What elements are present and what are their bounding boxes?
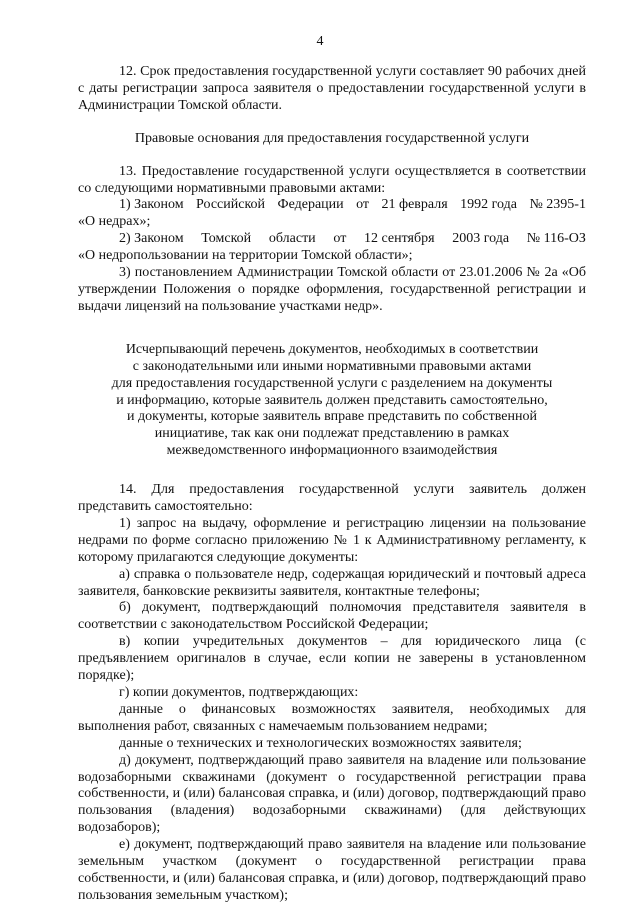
act-2-line [78,231,586,248]
paragraph-14: 14. Для предоставления государственной услуги заявитель должен представить самостоятельно: [78,482,586,515]
act-2-word: 2) Законом [119,231,184,247]
item-g: г) копии документов, подтверждающих: [119,685,359,700]
item-g-technical: данные о технических и технологических возможностях заявителя; [119,735,522,751]
documents-heading-line: межведомственного информационного взаимодействия [166,443,498,459]
documents-heading-line: инициативе, так как они подлежат представлению в рамках [154,426,510,442]
act-1-word: 1) Законом [119,197,184,213]
documents-heading-line: для предоставления государственной услуги с разделением на документы [111,375,553,391]
act-1-word: от [356,197,370,213]
act-1-continuation: «О недрах»; [78,214,151,230]
documents-heading [78,342,586,460]
act-1-line [78,197,586,214]
act-1-word: № 2395-1 [529,197,586,213]
act-2-word: от [333,231,347,247]
page-number: 4 [316,34,324,49]
act-2-word: Томской [201,231,252,247]
act-3: 3) постановлением Администрации Томской области от 23.01.2006 № 2а «Об утверждении Положения о порядке оформления, государственной регистрации и выдачи лицензий на пользование участками недр». [78,265,586,314]
item-b: б) документ, подтверждающий полномочия представителя заявителя в соответствии с законодательством Российской Федерации; [78,600,586,633]
legal-basis-heading: Правовые основания для предоставления государственной услуги [134,130,530,146]
documents-heading-line: Исчерпывающий перечень документов, необходимых в соответствии [125,341,539,357]
act-1-word: 1992 года [460,197,517,213]
documents-heading-line: с законодательными или иными нормативными правовыми актами [132,358,532,374]
documents-heading-line: и документы, которые заявитель вправе представить по собственной [127,409,537,425]
item-a: а) справка о пользователе недр, содержащая юридический и почтовый адреса заявителя, банковские реквизиты заявителя, контактные телефоны; [78,566,586,599]
act-2-word: 12 сентября [364,231,435,247]
item-g-financial: данные о финансовых возможностях заявителя, необходимых для выполнения работ, связанных с намечаемым пользованием недрами; [78,701,586,734]
act-1-word: Российской [196,197,266,213]
item-1: 1) запрос на выдачу, оформление и регистрацию лицензии на пользование недрами по форме согласно приложению № 1 к Административному регламенту, к которому прилагаются следующие документы: [78,515,586,565]
paragraph-12: 12. Срок предоставления государственной услуги составляет 90 рабочих дней с даты регистрации запроса заявителя о предоставлении государственной услуги в Администрации Томской области. [78,64,586,113]
act-2-word: № 116-ОЗ [526,231,586,247]
act-2-continuation: «О недропользовании на территории Томской области»; [78,248,413,264]
act-1-word: 21 февраля [381,197,448,213]
paragraph-13: 13. Предоставление государственной услуги осуществляется в соответствии со следующими нормативными правовыми актами: [78,163,586,196]
documents-heading-line: и информацию, которые заявитель должен представить самостоятельно, [116,392,548,408]
act-2-word: области [268,231,316,247]
item-v: в) копии учредительных документов – для юридического лица (с предъявлением оригиналов в случае, если копии не заверены в установленном порядке); [78,634,586,684]
item-e: е) документ, подтверждающий право заявителя на владение или пользование земельным участком (документ о государственной регистрации права собственности, и (или) балансовая справка, и (или) договор, подтверждающий право пользования земельным участком); [78,837,586,903]
item-d: д) документ, подтверждающий право заявителя на владение или пользование водозаборными скважинами (документ о государственной регистрации права собственности, и (или) балансовая справка, и (или) договор, подтверждающий право пользования (владения) водозаборными скважинами) (для действующих водозаборов); [78,752,586,836]
document-body [78,64,586,905]
act-2-word: 2003 года [452,231,510,247]
act-1-word: Федерации [277,197,344,213]
